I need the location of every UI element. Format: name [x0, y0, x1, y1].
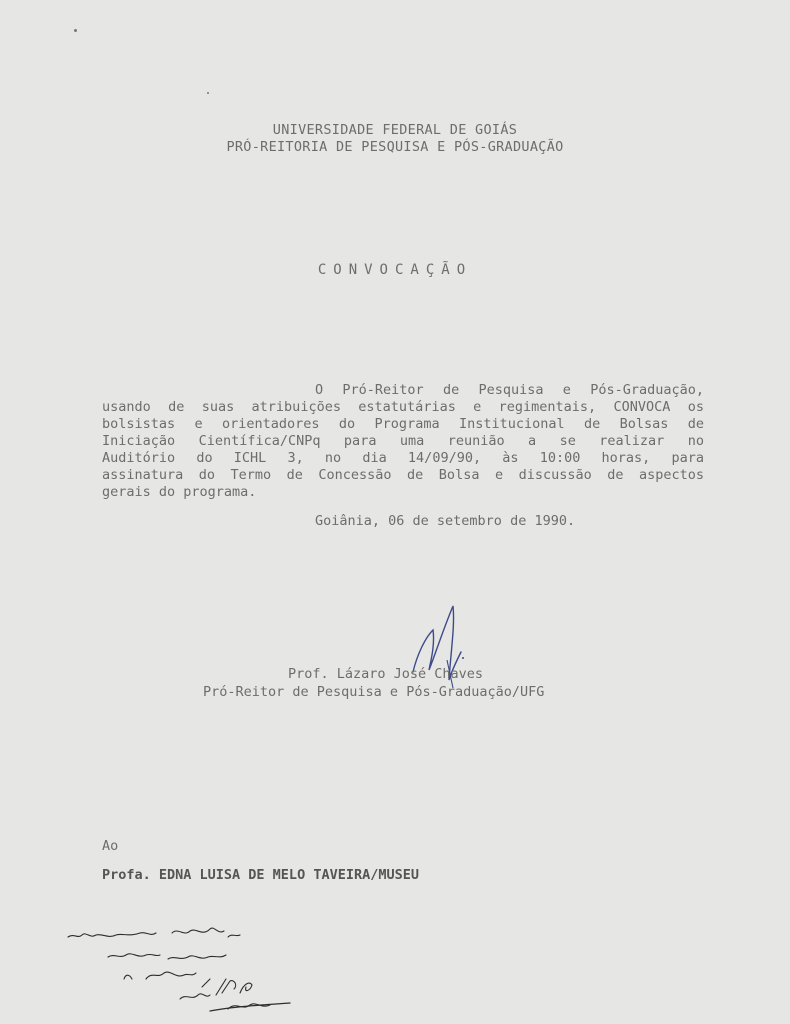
body-line: bolsistas e orientadores do Programa Institucional de Bolsas de [102, 416, 704, 432]
signatory-name: Prof. Lázaro José Chaves [288, 666, 484, 682]
body-line: assinatura do Termo de Concessão de Bolsa e discussão de aspectos [102, 467, 704, 483]
addressee-prefix: Ao [102, 838, 119, 854]
body-line: usando de suas atribuições estatutárias e regimentais, CONVOCA os [102, 399, 704, 415]
document-title: CONVOCAÇÃO [317, 262, 473, 278]
body-line: gerais do programa. [102, 484, 257, 500]
department-name: PRÓ-REITORIA DE PESQUISA E PÓS-GRADUAÇÃO [226, 139, 564, 155]
place-and-date: Goiânia, 06 de setembro de 1990. [315, 513, 576, 529]
institution-name: UNIVERSIDADE FEDERAL DE GOIÁS [272, 122, 518, 138]
body-line: O Pró-Reitor de Pesquisa e Pós-Graduação, [315, 382, 704, 398]
paper-speck [207, 92, 209, 94]
body-line: Iniciação Científica/CNPq para uma reunião a se realizar no [102, 433, 704, 449]
addressee-name: Profa. EDNA LUISA DE MELO TAVEIRA/MUSEU [102, 867, 419, 883]
body-line: Auditório do ICHL 3, no dia 14/09/90, às 10:00 horas, para [102, 450, 704, 466]
paper-speck [74, 29, 77, 32]
handwritten-note [60, 915, 320, 1020]
signatory-role: Pró-Reitor de Pesquisa e Pós-Graduação/UFG [203, 684, 545, 700]
body-text [102, 382, 704, 501]
